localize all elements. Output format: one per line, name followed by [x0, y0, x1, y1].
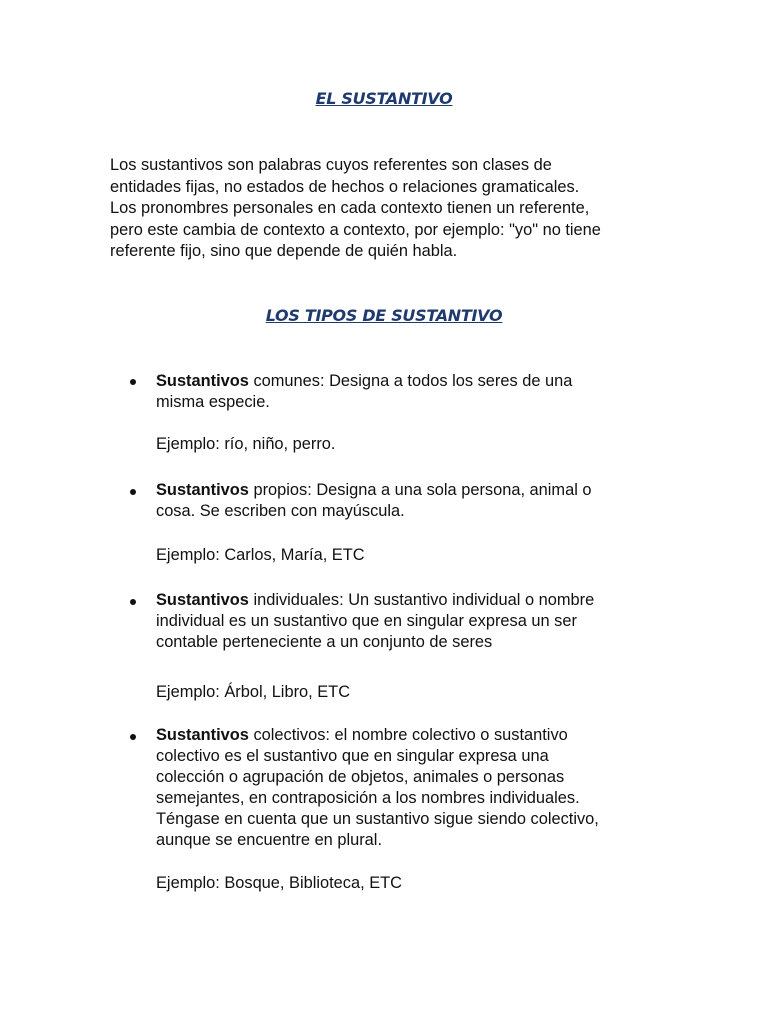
- list-item-line: [156, 590, 676, 611]
- list-item-line: [156, 480, 676, 501]
- list-item-line: contable perteneciente a un conjunto de seres: [156, 633, 493, 651]
- item-text: colectivos: el nombre colectivo o sustantivo: [248, 726, 568, 744]
- list-item-line: Téngase en cuenta que un sustantivo sigue siendo colectivo,: [156, 810, 599, 828]
- item-example: Ejemplo: Árbol, Libro, ETC: [156, 683, 351, 701]
- bullet-icon: [130, 379, 136, 385]
- intro-line: entidades fijas, no estados de hechos o relaciones gramaticales.: [110, 177, 580, 196]
- bullet-icon: [130, 489, 136, 495]
- list-item-line: aunque se encuentre en plural.: [156, 831, 382, 849]
- list-item-line: individual es un sustantivo que en singular expresa un ser: [156, 612, 577, 630]
- intro-line: Los pronombres personales en cada contexto tienen un referente,: [110, 199, 590, 217]
- item-term: Sustantivos: [156, 372, 249, 390]
- item-example: Ejemplo: río, niño, perro.: [156, 435, 336, 453]
- section-title: LOS TIPOS DE SUSTANTIVO: [265, 306, 503, 325]
- item-text: propios: Designa a una sola persona, animal o: [248, 481, 592, 499]
- intro-paragraph: [110, 155, 670, 263]
- intro-line: Los sustantivos son palabras cuyos referentes son clases de: [110, 156, 552, 174]
- list-item-line: colección o agrupación de objetos, animales o personas: [156, 768, 565, 786]
- list-item-line: cosa. Se escriben con mayúscula.: [156, 502, 405, 520]
- item-text: individuales: Un sustantivo individual o nombre: [248, 591, 595, 609]
- list-item: [156, 725, 676, 851]
- bullet-icon: [130, 599, 136, 605]
- bullet-icon: [130, 734, 136, 740]
- list-item-line: misma especie.: [156, 393, 270, 411]
- document-title: EL SUSTANTIVO: [315, 89, 453, 108]
- list-item-line: [156, 725, 676, 746]
- list-item-line: colectivo es el sustantivo que en singular expresa una: [156, 747, 549, 765]
- list-item-line: semejantes, en contraposición a los nombres individuales.: [156, 789, 580, 807]
- list-item-line: [156, 371, 676, 392]
- item-example: Ejemplo: Carlos, María, ETC: [156, 546, 365, 564]
- item-term: Sustantivos: [156, 726, 249, 744]
- intro-line: referente fijo, sino que depende de quién habla.: [110, 242, 458, 260]
- item-example: Ejemplo: Bosque, Biblioteca, ETC: [156, 874, 402, 892]
- item-term: Sustantivos: [156, 591, 249, 609]
- intro-line: pero este cambia de contexto a contexto, por ejemplo: "yo" no tiene: [110, 220, 601, 239]
- item-term: Sustantivos: [156, 481, 249, 499]
- item-text: comunes: Designa a todos los seres de una: [248, 372, 573, 390]
- list-item: [156, 480, 676, 522]
- list-item: [156, 590, 676, 653]
- list-item: [156, 371, 676, 413]
